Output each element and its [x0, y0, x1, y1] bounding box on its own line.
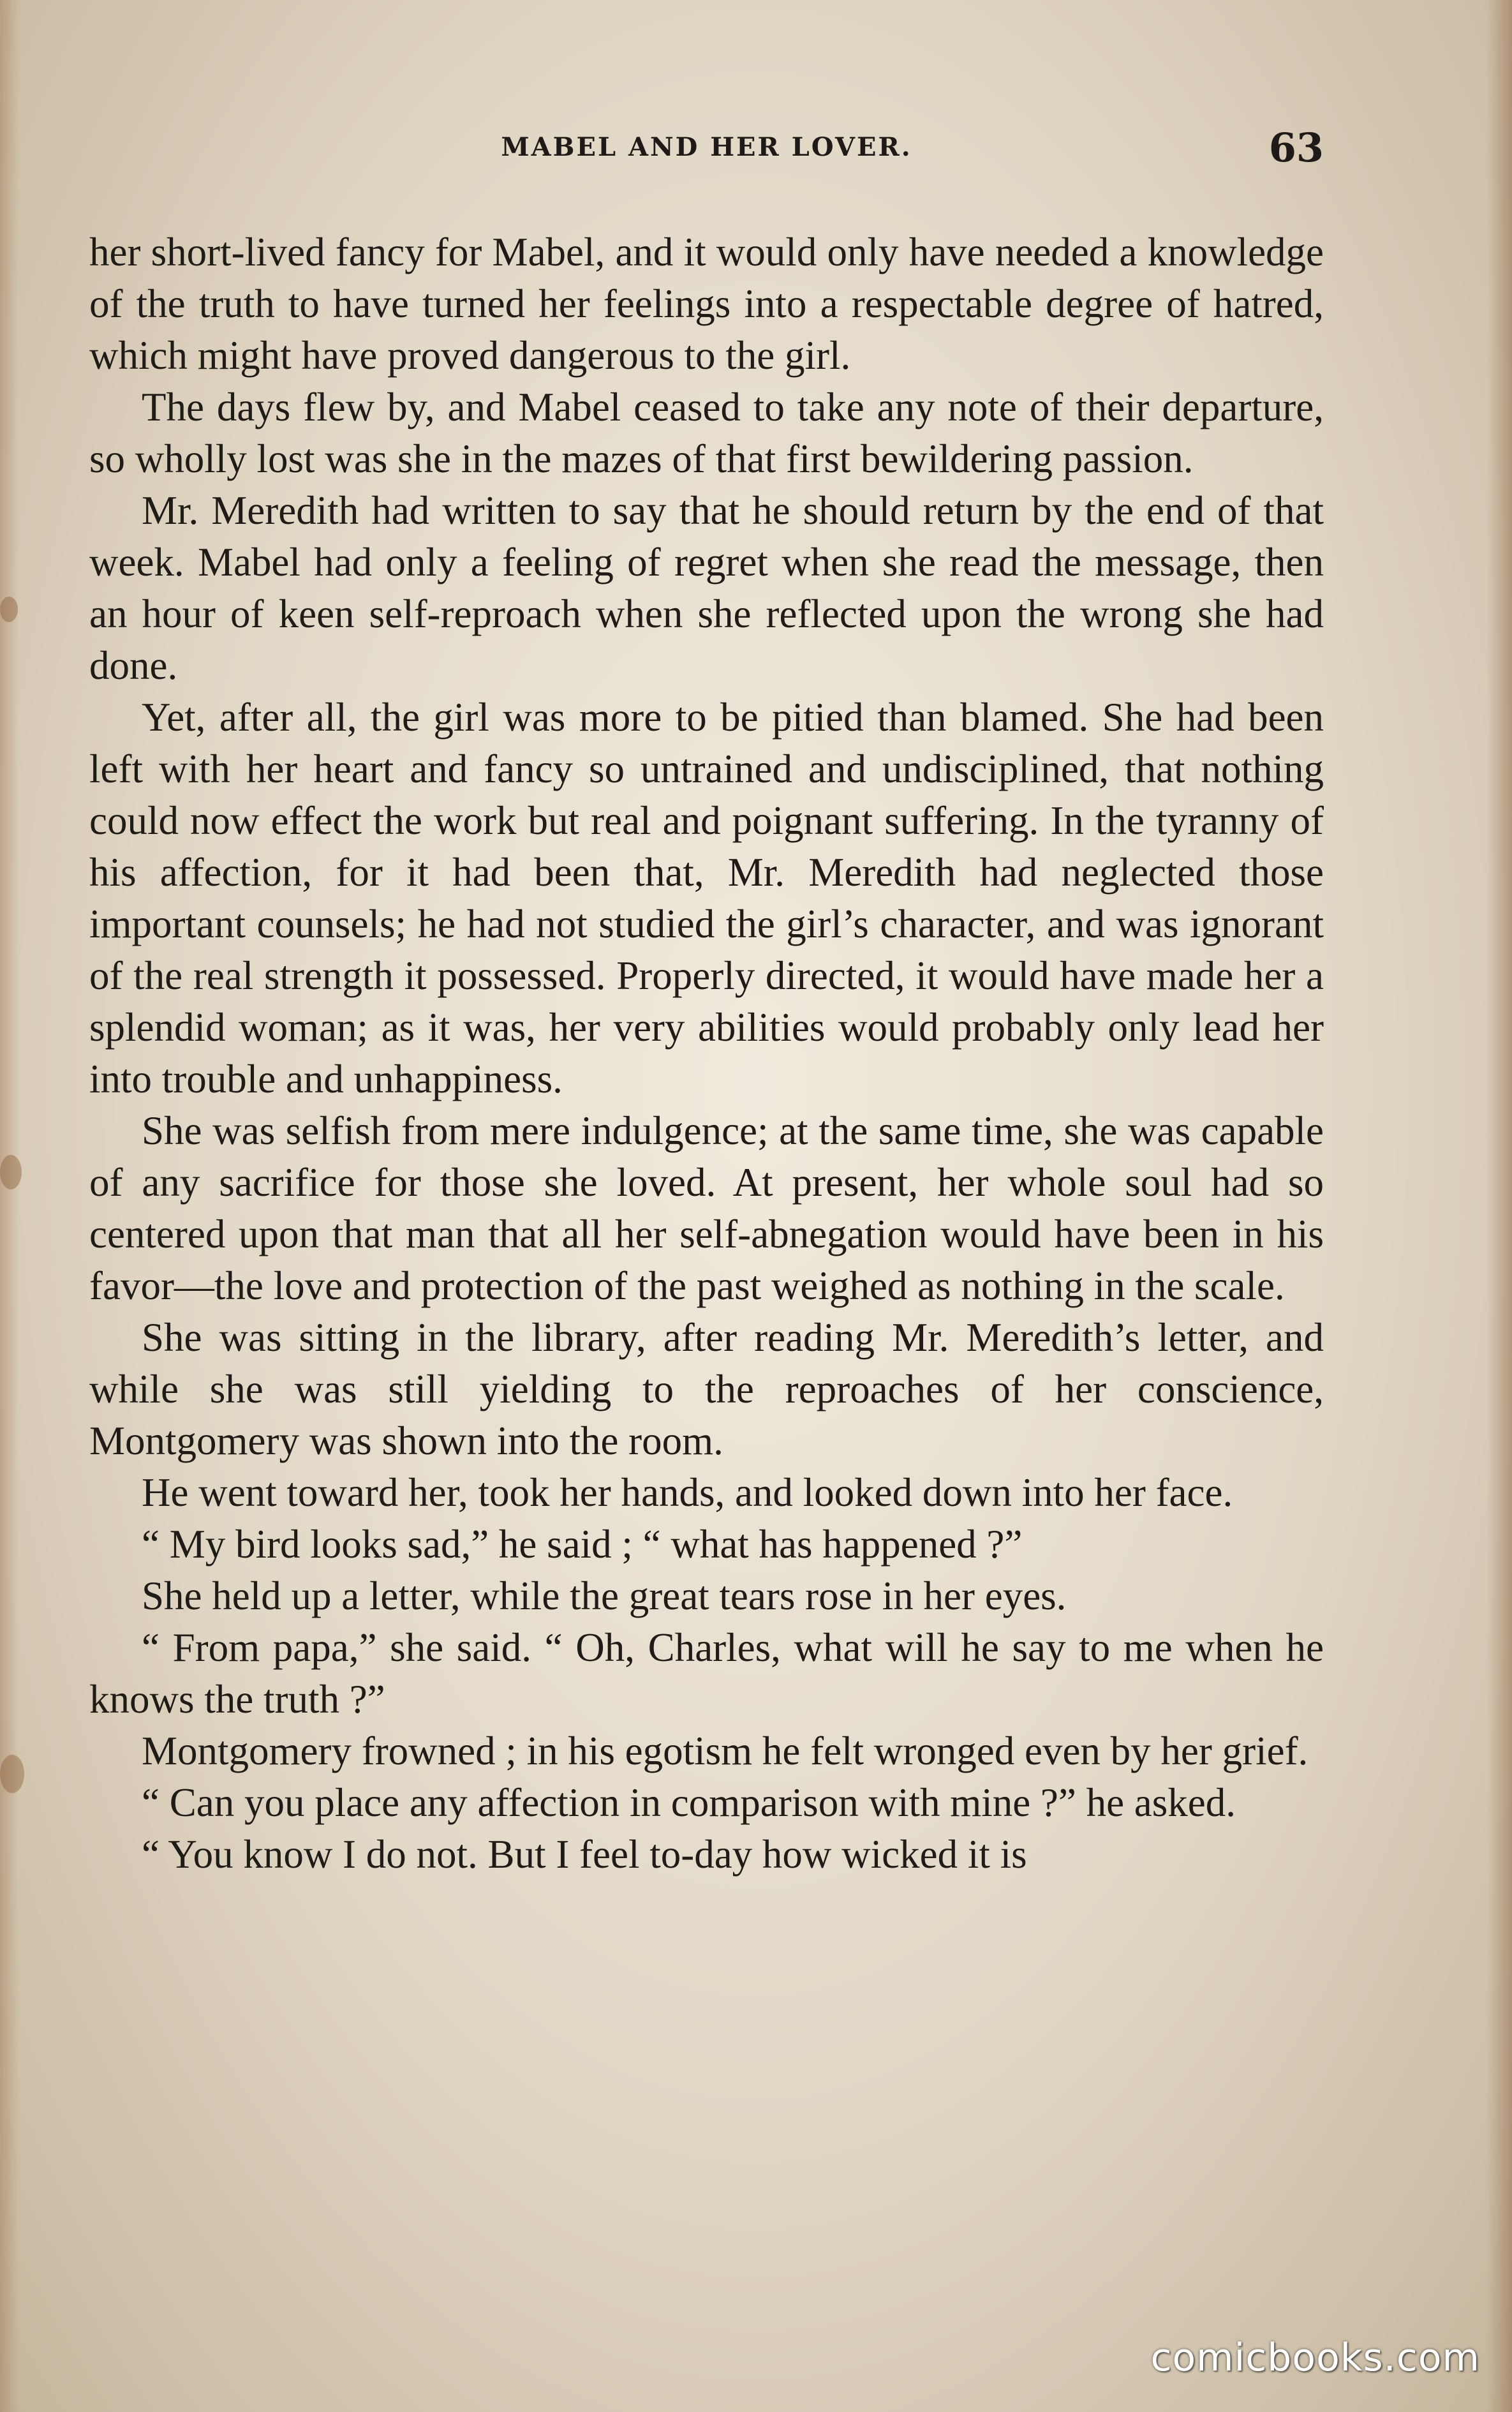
paper-stain [0, 1755, 24, 1793]
paragraph: Yet, after all, the girl was more to be pitied than blamed. She had been left with her heart and fancy so untrained and undisciplined, that nothing could now effect the work but real and poignant suffering. In the tyranny of his affection, for it had been that, Mr. Meredith had neglected those important counsels; he had not studied the girl’s character, and was ignorant of the real strength it possessed. Properly directed, it would have made her a splendid woman; as it was, her very abilities would probably only lead her into trouble and unhappiness. [89, 695, 1324, 1101]
paragraph: She held up a letter, while the great tears rose in her eyes. [142, 1574, 1067, 1618]
paragraph: He went toward her, took her hands, and looked down into her face. [142, 1470, 1233, 1515]
paragraph: She was selfish from mere indulgence; at the same time, she was capable of any sacrifice for those she loved. At present, her whole soul had so centered upon that man that all her self-abnegation would have been in his favor—the love and protection of the past weighed as nothing in the scale. [89, 1108, 1324, 1308]
paragraph: She was sitting in the library, after reading Mr. Meredith’s letter, and while she was still yielding to the reproaches of her conscience, Montgomery was shown into the room. [89, 1315, 1324, 1463]
paragraph: “ From papa,” she said. “ Oh, Charles, what will he say to me when he knows the truth ?” [89, 1625, 1324, 1722]
page-header [89, 124, 1324, 182]
paragraph: The days flew by, and Mabel ceased to take any note of their departure, so wholly lost was she in the mazes of that first bewildering passion. [89, 385, 1324, 481]
paragraph: Montgomery frowned ; in his egotism he felt wronged even by her grief. [142, 1729, 1308, 1773]
paragraph: Mr. Meredith had written to say that he should return by the end of that week. Mabel had only a feeling of regret when she read the message, then an hour of keen self-reproach when she reflected upon the wrong she had done. [89, 488, 1324, 688]
paragraph: “ You know I do not. But I feel to-day how wicked it is [142, 1832, 1027, 1877]
page-right-edge [1486, 0, 1512, 2412]
paper-stain [0, 1155, 22, 1189]
body-text [89, 227, 1324, 1880]
paper-stain [0, 597, 18, 622]
paragraph: her short-lived fancy for Mabel, and it would only have needed a knowledge of the truth to have turned her feelings into a respectable degree of hatred, which might have proved dangerous to the girl. [89, 230, 1324, 378]
paragraph: “ Can you place any affection in comparison with mine ?” he asked. [142, 1780, 1236, 1825]
page-number: 63 [1268, 124, 1324, 171]
running-head: MABEL AND HER LOVER. [501, 132, 912, 162]
watermark-logo: comicbooks.com [1150, 2335, 1480, 2380]
page-left-edge [0, 0, 19, 2412]
paragraph: “ My bird looks sad,” he said ; “ what has happened ?” [142, 1522, 1023, 1567]
